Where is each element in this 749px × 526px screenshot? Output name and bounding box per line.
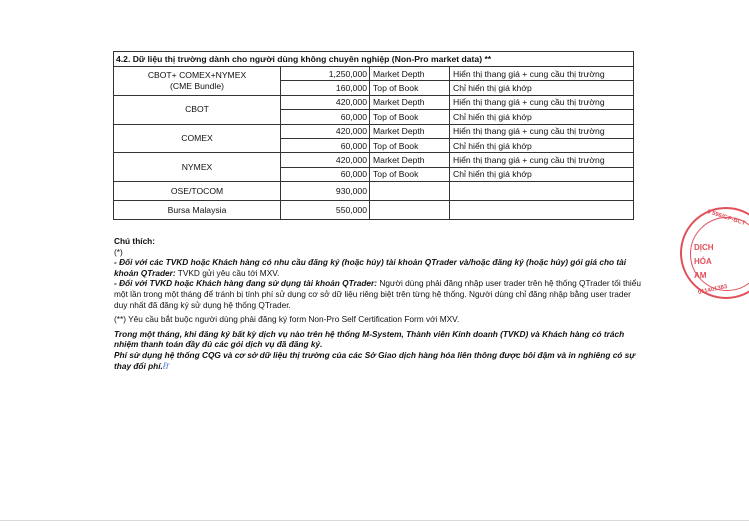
signature-mark: ℓr: [162, 360, 170, 372]
type-cell: Top of Book: [370, 167, 450, 181]
price-cell: 160,000: [281, 81, 370, 95]
exchange-cell: COMEX: [114, 124, 281, 153]
price-cell: 60,000: [281, 110, 370, 124]
exchange-cell: CBOT+ COMEX+NYMEX (CME Bundle): [114, 67, 281, 96]
desc-cell: Chỉ hiển thị giá khớp: [450, 110, 634, 124]
note-2-text: Người dùng phải đăng nhập user trader trên hệ thống QTrader tối thiểu một lần trong một tháng để tránh bị tính phí sử dụng cơ sở dữ liệu riêng biệt trên từng hệ thống. Người dùng chỉ đăng nhập bằng user trader duy nhất đã đăng ký sử dụng hệ thống QTrader.: [114, 278, 641, 310]
price-cell: 420,000: [281, 124, 370, 138]
type-cell: Market Depth: [370, 153, 450, 167]
paragraph-payment: Trong một tháng, khi đăng ký bất kỳ dịch vụ nào trên hệ thống M-System, Thành viên Kinh doanh (TVKD) và Khách hàng có trách nhiệm thanh toán đầy đủ các gói dịch vụ đã đăng ký.: [114, 328, 625, 350]
type-cell: Market Depth: [370, 67, 450, 81]
desc-cell: [450, 201, 634, 220]
price-cell: 420,000: [281, 95, 370, 109]
desc-cell: Hiển thị thang giá + cung cầu thị trường: [450, 124, 634, 138]
price-cell: 550,000: [281, 201, 370, 220]
note-star: (*): [114, 246, 123, 257]
exchange-cell: CBOT: [114, 95, 281, 124]
note-1: [114, 257, 644, 278]
notes-section: [114, 236, 644, 372]
desc-cell: [450, 182, 634, 201]
stamp-top-text: 0 596/GP-BCT: [706, 209, 746, 228]
table-title: 4.2. Dữ liệu thị trường dành cho người dùng không chuyên nghiệp (Non-Pro market data) **: [114, 52, 634, 67]
table-row: [114, 95, 634, 109]
exchange-cell: Bursa Malaysia: [114, 201, 281, 220]
price-cell: 60,000: [281, 138, 370, 152]
exchange-cell: NYMEX: [114, 153, 281, 182]
type-cell: [370, 182, 450, 201]
price-cell: 60,000: [281, 167, 370, 181]
company-stamp: [680, 207, 749, 299]
desc-cell: Chỉ hiển thị giá khớp: [450, 81, 634, 95]
price-cell: 420,000: [281, 153, 370, 167]
note-1-bold: - Đối với các TVKD hoặc Khách hàng có nhu cầu đăng ký (hoặc hủy) tài khoản QTrader và/hoặc đăng ký (hoặc hủy) gói giá cho tài khoản QTrader:: [114, 257, 627, 278]
stamp-line-3: AM: [694, 271, 707, 280]
type-cell: Market Depth: [370, 124, 450, 138]
note-2: [114, 278, 644, 310]
desc-cell: Hiển thị thang giá + cung cầu thị trường: [450, 95, 634, 109]
desc-cell: Hiển thị thang giá + cung cầu thị trường: [450, 153, 634, 167]
price-cell: 930,000: [281, 182, 370, 201]
market-data-price-table: [113, 51, 634, 220]
desc-cell: Hiển thị thang giá + cung cầu thị trường: [450, 67, 634, 81]
stamp-line-1: DỊCH: [694, 243, 714, 252]
paragraph-fee-change: Phí sử dụng hệ thống CQG và cơ sở dữ liệu thị trường của các Sở Giao dịch hàng hóa liên thông được bôi đậm và in nghiêng có sự thay đổi phí.ℓr: [114, 349, 636, 372]
table-row: [114, 124, 634, 138]
type-cell: Top of Book: [370, 138, 450, 152]
table-row: [114, 153, 634, 167]
table-row: [114, 182, 634, 201]
note-double-star: (**) Yêu cầu bắt buộc người dùng phải đăng ký form Non-Pro Self Certification Form với MXV.: [114, 314, 460, 325]
stamp-line-2: HÓA: [694, 257, 712, 266]
stamp-bottom-text: 011401383: [697, 283, 728, 297]
price-table-container: [113, 51, 633, 220]
table-row: [114, 201, 634, 220]
desc-cell: Chỉ hiển thị giá khớp: [450, 167, 634, 181]
desc-cell: Chỉ hiển thị giá khớp: [450, 138, 634, 152]
table-row: [114, 67, 634, 81]
type-cell: [370, 201, 450, 220]
note-1-text: TVKD gửi yêu cầu tới MXV.: [175, 267, 280, 278]
type-cell: Market Depth: [370, 95, 450, 109]
page-footer-line: [0, 520, 749, 521]
notes-heading: Chú thích:: [114, 236, 156, 246]
type-cell: Top of Book: [370, 81, 450, 95]
type-cell: Top of Book: [370, 110, 450, 124]
note-2-bold: - Đối với TVKD hoặc Khách hàng đang sử dụng tài khoản QTrader:: [114, 278, 378, 289]
table-title-row: [114, 52, 634, 67]
price-cell: 1,250,000: [281, 67, 370, 81]
exchange-cell: OSE/TOCOM: [114, 182, 281, 201]
